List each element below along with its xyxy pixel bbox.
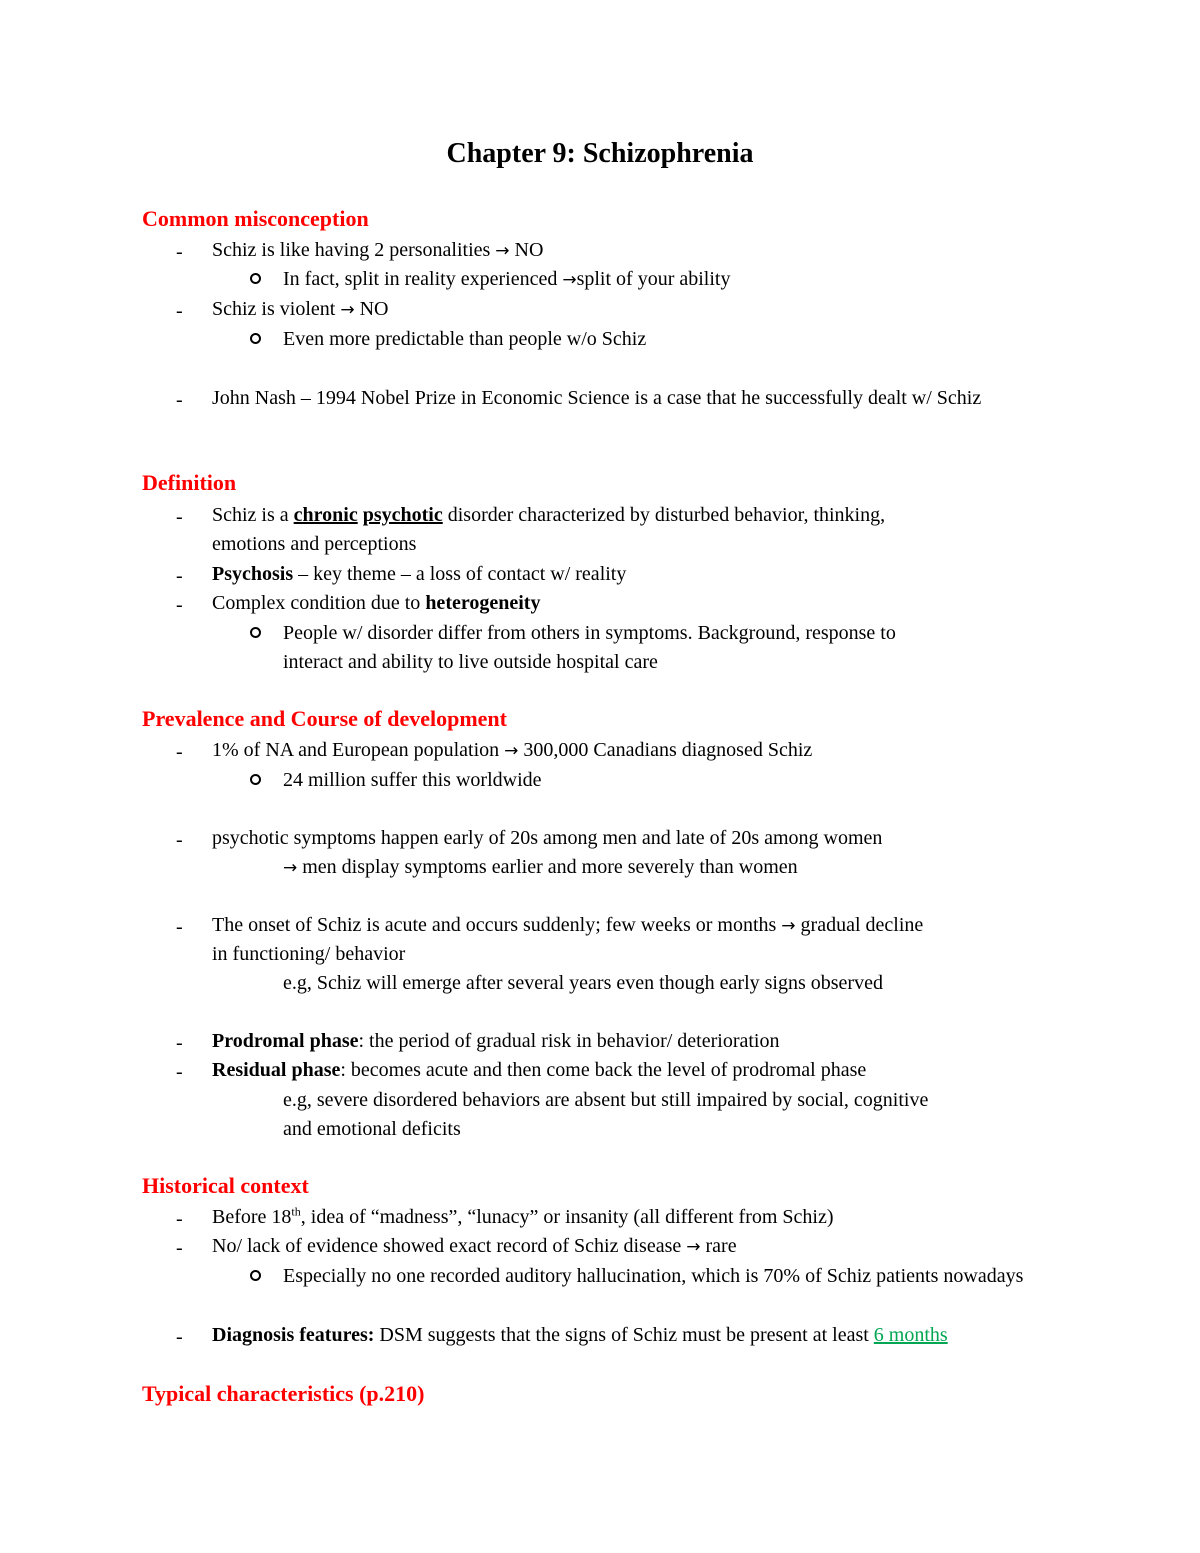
heading-common-misconception: Common misconception xyxy=(142,206,369,231)
sub-bullet-circle-icon xyxy=(250,273,261,284)
prevalence-item-3: The onset of Schiz is acute and occurs suddenly; few weeks or months → gradual decline xyxy=(212,914,924,936)
bullet-dash: - xyxy=(176,1032,183,1054)
bullet-dash: - xyxy=(176,565,183,587)
definition-item-1: Schiz is a chronic psychotic disorder characterized by disturbed behavior, thinking, xyxy=(212,504,886,526)
heading-historical-context: Historical context xyxy=(142,1173,309,1198)
historical-item-2-sub: Especially no one recorded auditory hallucination, which is 70% of Schiz patients nowadays xyxy=(283,1265,1024,1287)
sub-bullet-circle-icon xyxy=(250,1270,261,1281)
bullet-dash: - xyxy=(176,241,183,263)
heading-definition: Definition xyxy=(142,470,237,495)
misconception-item-1: Schiz is like having 2 personalities → NO xyxy=(212,239,544,261)
misconception-item-2: Schiz is violent → NO xyxy=(212,298,389,320)
bullet-dash: - xyxy=(176,506,183,528)
arrow-icon: → xyxy=(686,1237,701,1257)
definition-item-3-sub-cont: interact and ability to live outside hospital care xyxy=(283,651,658,673)
highlight-6-months: 6 months xyxy=(873,1324,948,1346)
arrow-icon: → xyxy=(781,916,796,936)
bullet-dash: - xyxy=(176,829,183,851)
heading-typical-characteristics: Typical characteristics (p.210) xyxy=(142,1381,425,1406)
bullet-dash: - xyxy=(176,1237,183,1259)
definition-item-3: Complex condition due to heterogeneity xyxy=(212,592,541,614)
prevalence-item-2-cont: → men display symptoms earlier and more severely than women xyxy=(283,856,798,878)
bullet-dash: - xyxy=(176,594,183,616)
arrow-icon: → xyxy=(283,858,298,878)
bullet-dash: - xyxy=(176,1326,183,1348)
arrow-icon: → xyxy=(495,241,510,261)
prevalence-item-5-example: e.g, severe disordered behaviors are absent but still impaired by social, cognitive xyxy=(283,1089,929,1111)
bullet-dash: - xyxy=(176,916,183,938)
bullet-dash: - xyxy=(176,300,183,322)
definition-item-3-sub: People w/ disorder differ from others in symptoms. Background, response to xyxy=(283,622,896,644)
definition-item-1-cont: emotions and perceptions xyxy=(212,533,417,555)
arrow-icon: → xyxy=(562,270,577,290)
sub-bullet-circle-icon xyxy=(250,774,261,785)
prevalence-item-4: Prodromal phase: the period of gradual risk in behavior/ deterioration xyxy=(212,1030,780,1052)
bullet-dash: - xyxy=(176,389,183,411)
sub-bullet-circle-icon xyxy=(250,627,261,638)
prevalence-item-5-example-cont: and emotional deficits xyxy=(283,1118,461,1140)
misconception-item-2-sub: Even more predictable than people w/o Schiz xyxy=(283,328,647,350)
sub-bullet-circle-icon xyxy=(250,333,261,344)
arrow-icon: → xyxy=(504,741,519,761)
bullet-dash: - xyxy=(176,1061,183,1083)
prevalence-item-1: 1% of NA and European population → 300,000 Canadians diagnosed Schiz xyxy=(212,739,813,761)
misconception-item-3: John Nash – 1994 Nobel Prize in Economic Science is a case that he successfully dealt w/ Schiz xyxy=(212,387,982,409)
heading-prevalence: Prevalence and Course of development xyxy=(142,706,507,731)
prevalence-item-1-sub: 24 million suffer this worldwide xyxy=(283,769,542,791)
historical-item-2: No/ lack of evidence showed exact record of Schiz disease → rare xyxy=(212,1235,737,1257)
definition-item-2: Psychosis – key theme – a loss of contact w/ reality xyxy=(212,563,627,585)
prevalence-item-3-cont: in functioning/ behavior xyxy=(212,943,406,965)
bullet-dash: - xyxy=(176,741,183,763)
misconception-item-1-sub: In fact, split in reality experienced →split of your ability xyxy=(283,268,731,290)
bullet-dash: - xyxy=(176,1208,183,1230)
arrow-icon: → xyxy=(340,300,355,320)
prevalence-item-5: Residual phase: becomes acute and then come back the level of prodromal phase xyxy=(212,1059,867,1081)
prevalence-item-2: psychotic symptoms happen early of 20s among men and late of 20s among women xyxy=(212,827,883,849)
historical-item-1: Before 18th, idea of “madness”, “lunacy” or insanity (all different from Schiz) xyxy=(212,1204,834,1228)
page-title: Chapter 9: Schizophrenia xyxy=(446,138,754,169)
prevalence-item-3-example: e.g, Schiz will emerge after several years even though early signs observed xyxy=(283,972,883,994)
historical-item-3: Diagnosis features: DSM suggests that the signs of Schiz must be present at least 6 months xyxy=(212,1324,948,1346)
